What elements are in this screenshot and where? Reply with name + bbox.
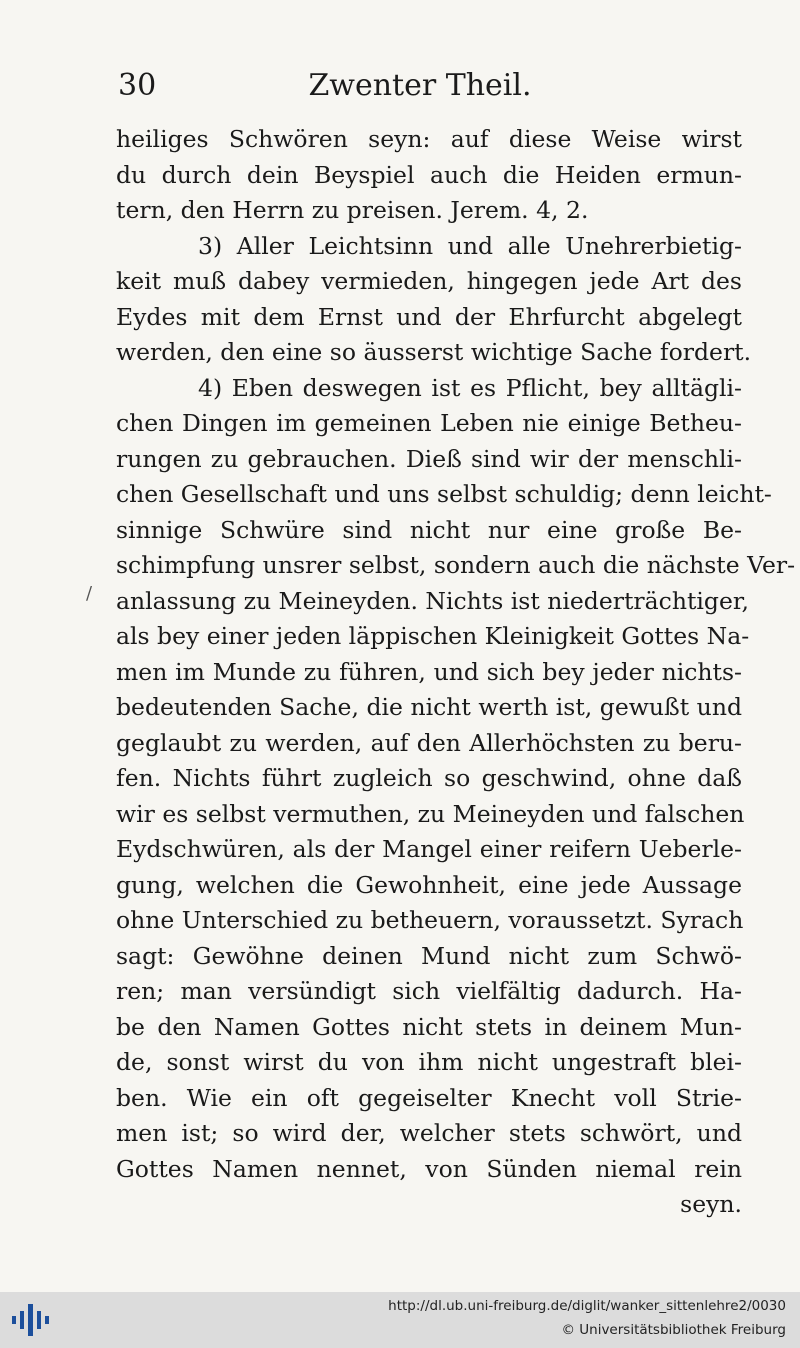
text-line: Gottes Namen nennet, von Sünden niemal rein: [116, 1154, 742, 1183]
text-line: tern, den Herrn zu preisen. Jerem. 4, 2.: [116, 196, 589, 224]
text-line: werden, den eine so äusserst wichtige Sache fordert.: [116, 338, 752, 366]
page-number: 30: [118, 68, 157, 103]
text-line: Eydschwüren, als der Mangel einer reifern Ueberle-: [116, 835, 742, 863]
text-line: bedeutenden Sache, die nicht werth ist, gewußt und: [116, 693, 742, 721]
text-line: anlassung zu Meineyden. Nichts ist niederträchtiger,: [116, 586, 749, 615]
text-line: ben. Wie ein oft gegeiselter Knecht voll Strie-: [116, 1083, 742, 1112]
text-line: sagt: Gewöhne deinen Mund nicht zum Schwö-: [116, 941, 742, 970]
text-line: du durch dein Beyspiel auch die Heiden ermun-: [116, 160, 742, 189]
copyright-notice: © Universitätsbibliothek Freiburg: [561, 1322, 786, 1338]
text-line: rungen zu gebrauchen. Dieß sind wir der menschli-: [116, 444, 742, 473]
text-line: de, sonst wirst du von ihm nicht ungestraft blei-: [116, 1048, 742, 1076]
text-line: fen. Nichts führt zugleich so geschwind, ohne daß: [116, 764, 742, 792]
text-line: men ist; so wird der, welcher stets schwört, und: [116, 1119, 742, 1147]
text-line: chen Dingen im gemeinen Leben nie einige Betheu-: [116, 409, 742, 437]
viewer-footer: [0, 1292, 800, 1348]
page-header: [0, 68, 800, 108]
text-line: wir es selbst vermuthen, zu Meineyden und falschen: [116, 799, 745, 828]
margin-mark: /: [86, 583, 93, 604]
text-line: schimpfung unsrer selbst, sondern auch die nächste Ver-: [116, 551, 796, 579]
catchword: seyn.: [680, 1190, 742, 1218]
text-line: chen Gesellschaft und uns selbst schuldig; denn leicht-: [116, 480, 772, 508]
paragraph-4-start: 4) Eben deswegen ist es Pflicht, bey alltägli-: [198, 373, 742, 402]
text-line: sinnige Schwüre sind nicht nur eine große Be-: [116, 515, 742, 544]
ub-freiburg-logo-icon[interactable]: [12, 1302, 52, 1338]
page-body: [116, 122, 796, 1223]
text-line: Eydes mit dem Ernst und der Ehrfurcht abgelegt: [116, 302, 742, 331]
text-line: geglaubt zu werden, auf den Allerhöchsten zu beru-: [116, 728, 742, 757]
text-line: ohne Unterschied zu betheuern, voraussetzt. Syrach: [116, 906, 744, 934]
paragraph-3-start: 3) Aller Leichtsinn und alle Unehrerbietig-: [198, 231, 742, 260]
text-line: gung, welchen die Gewohnheit, eine jede Aussage: [116, 870, 742, 899]
permalink-url[interactable]: http://dl.ub.uni-freiburg.de/diglit/wanker_sittenlehre2/0030: [388, 1298, 786, 1314]
text-line: heiliges Schwören seyn: auf diese Weise wirst: [116, 125, 742, 153]
running-head: Zwenter Theil.: [308, 68, 532, 103]
text-line: ren; man versündigt sich vielfältig dadurch. Ha-: [116, 977, 742, 1005]
text-line: keit muß dabey vermieden, hingegen jede Art des: [116, 267, 742, 295]
text-line: men im Munde zu führen, und sich bey jeder nichts-: [116, 657, 742, 686]
text-line: be den Namen Gottes nicht stets in deinem Mun-: [116, 1012, 742, 1041]
text-line: als bey einer jeden läppischen Kleinigkeit Gottes Na-: [116, 622, 750, 650]
